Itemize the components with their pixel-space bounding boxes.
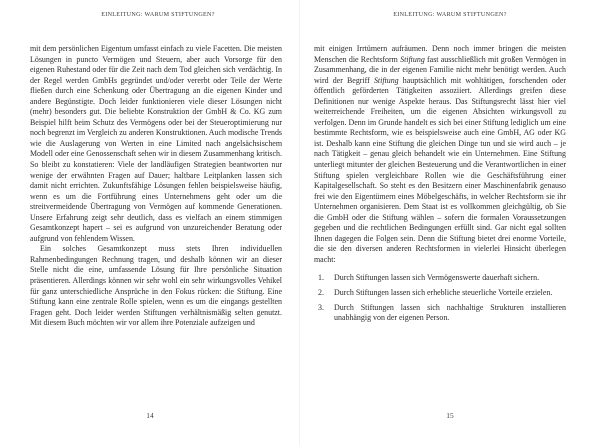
running-head-left: EINLEITUNG: WARUM STIFTUNGEN? — [101, 12, 215, 18]
body-text-right — [314, 44, 566, 328]
paragraph-text: mit einigen Irrtümern aufräumen. Denn noch immer bringen die meisten Menschen die Rechtsform — [314, 44, 566, 64]
list-number: 2. — [318, 288, 324, 298]
emphasis: Stiftung — [400, 54, 425, 64]
list-item — [314, 303, 566, 324]
list-item-text: Durch Stiftungen lassen sich nachhaltige Strukturen installieren unabhängig von der eigenen Person. — [334, 302, 566, 323]
page-number-left: 14 — [146, 411, 154, 420]
list-item-text: Durch Stiftungen lassen sich Vermögenswerte dauerhaft sichern. — [334, 273, 540, 283]
emphasis: Stiftung — [373, 75, 399, 85]
list-item-text: Durch Stiftungen lassen sich erhebliche steuerliche Vorteile erzielen. — [334, 288, 553, 298]
list-item — [314, 288, 566, 299]
right-page — [300, 0, 600, 445]
list-number: 3. — [318, 302, 324, 312]
running-head-right: EINLEITUNG: WARUM STIFTUNGEN? — [393, 12, 507, 18]
paragraph: mit dem persönlichen Eigentum umfasst einfach zu viele Facetten. Die meisten Lösungen in puncto Vermögen und Steuern, aber auch Vorsorge für den eigenen Ruhestand oder für die Zeit nach dem Tod gleichen sich verdächtig. In der Regel werden GmbHs gegründet und/oder vererbt oder Teile der Werte fließen durch eine Schenkung oder Übertragung an die eigenen Kinder und andere Begünstigte. Doch leider funktionieren viele dieser Lösungen nicht (mehr) besonders gut. Die beliebte Konstruktion der GmbH & Co. KG zum Beispiel hilft beim Schutz des Vermögens oder bei der Steueroptimierung nur noch begrenzt im Vergleich zu anderen Konstruktionen. Auch modische Trends wie die Auslagerung von Werten in eine Limited nach angelsächsischem Modell oder eine Genossenschaft sehen wir in diesem Zusammenhang kritisch. So bleibt zu konstatieren: Viele der landläufigen Strategien beantworten nur wenige der erwähnten Fragen auf Dauer; haltbare Leitplanken lassen sich damit nicht errichten. Zukunftsfähige Lösungen fehlen beispielsweise häufig, wenn es um die Fortführung eines Unternehmens geht oder um die streitvermeidende Übertragung von Vermögen auf kommende Generationen. Unsere Erfahrung zeigt sehr deutlich, dass es vielfach an einem stimmigen Gesamtkonzept hapert – sei es aufgrund von unzureichender Beratung oder aufgrund von fehlendem Wissen. — [30, 44, 282, 243]
list-item — [314, 273, 566, 284]
page-number-right: 15 — [446, 411, 454, 420]
paragraph: Ein solches Gesamtkonzept muss stets Ihren individuellen Rahmenbedingungen Rechnung tragen, und deshalb können wir an dieser Stelle nicht die eine, umfassende Lösung für Ihre persönliche Situation präsentieren. Allerdings können wir sehr wohl ein sehr wirkungsvolles Vehikel für ganz unterschiedliche Ansprüche in den Fokus rücken: die Stiftung. Eine Stiftung kann eine zentrale Rolle spielen, wenn es um die eingangs gestellten Fragen geht. Doch leider werden Stiftungen verhältnismäßig selten genutzt. Mit diesem Buch möchten wir vor allem ihre Potenziale aufzeigen und — [30, 244, 282, 328]
paragraph-text: hauptsächlich mit wohltätigen, forschenden oder öffentlich geförderten Tätigkeiten assoziiert. Allerdings greifen diese Definitionen nur wenige Aspekte heraus. Das Stiftungsrecht lässt hier viel weiterreichende Freiheiten, um die eigenen Absichten wirkungsvoll zu verfolgen. Denn im Grunde handelt es sich bei einer Stiftung lediglich um eine bestimmte Rechtsform, wie es beispielsweise auch eine GmbH, AG oder KG ist. Deshalb kann eine Stiftung die gleichen Dinge tun und sie wird auch – je nach Tätigkeit – genau gleich behandelt wie ein Unternehmen. Eine Stiftung unterliegt mitunter der gleichen Besteuerung und die Verantwortlichen in einer Stiftung spielen vergleichbare Rollen wie die Geschäftsführung einer Kapitalgesellschaft. So steht es den Besitzern einer Maschinenfabrik genauso frei wie den Eigentümern eines Möbelgeschäfts, in welcher Rechtsform sie ihr Unternehmen organisieren. Dem Staat ist es vollkommen gleichgültig, ob Sie die GmbH oder die Stiftung wählen – sofern die formalen Voraussetzungen gegeben und die rechtlichen Bedingungen erfüllt sind. Gar nicht egal sollten Ihnen dagegen die Folgen sein. Denn die Stiftung bietet drei enorme Vorteile, die sie den diversen anderen Rechtsformen in vielerlei Hinsicht überlegen macht: — [314, 75, 566, 264]
paragraph — [314, 44, 566, 265]
paragraph-text: fast ausschließlich mit großen Vermögen in Zusammenhang, die in der eigenen Familie nicht mehr benötigt werden. Auch wird der Begriff — [314, 54, 566, 85]
advantages-list — [314, 273, 566, 323]
body-text-left — [30, 44, 282, 329]
list-number: 1. — [318, 273, 324, 283]
